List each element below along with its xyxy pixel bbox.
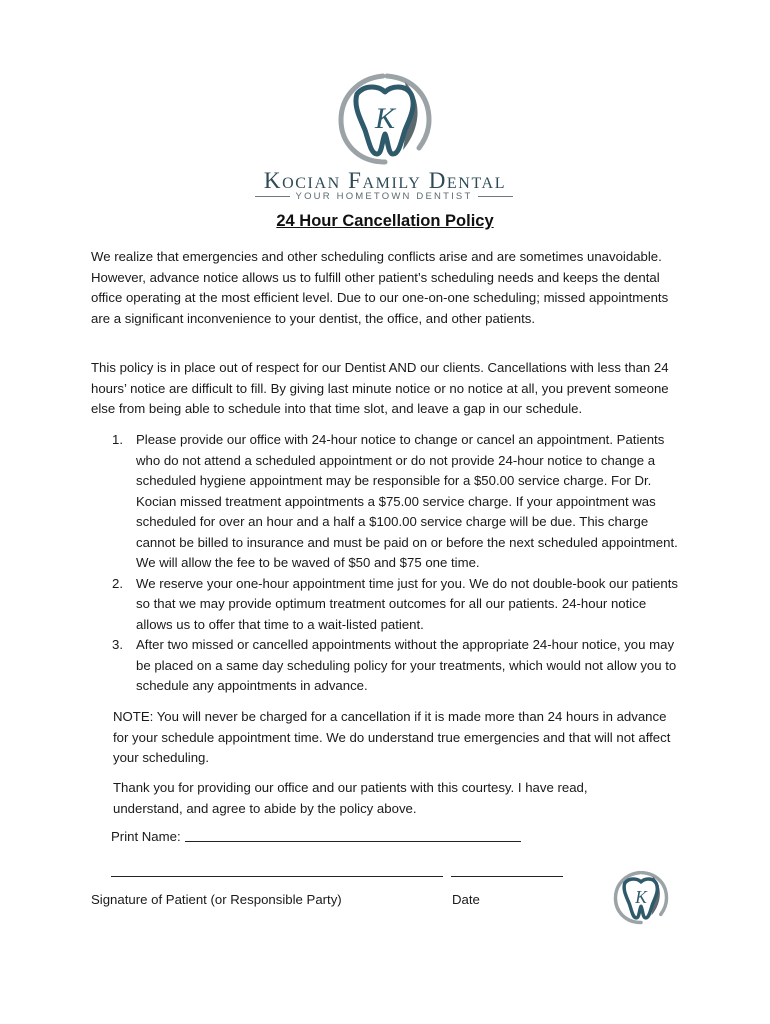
policy-item-number: 2. bbox=[112, 575, 123, 591]
policy-item-number: 3. bbox=[112, 637, 123, 652]
practice-logo bbox=[0, 70, 770, 166]
practice-name: Kocian Family Dental bbox=[263, 168, 507, 193]
date-field[interactable] bbox=[451, 876, 563, 877]
tagline-rule-right bbox=[478, 196, 513, 197]
date-label: Date bbox=[452, 892, 480, 907]
document-title: 24 Hour Cancellation Policy bbox=[276, 212, 494, 230]
intro-paragraph: We realize that emergencies and other scheduling conflicts arise and are sometimes unavoidable. However, advance notice allows us to fulfill other patient’s scheduling needs and keeps the dental office operating at the most efficient level. Due to our one-on-one scheduling; missed appointments are a significant inconvenience to your dentist, the office, and other patients. bbox=[91, 249, 669, 326]
policy-list bbox=[112, 430, 678, 697]
policy-item bbox=[112, 635, 678, 697]
policy-item-text: After two missed or cancelled appointments without the appropriate 24-hour notice, you may be placed on a same day scheduling policy for your treatments, which would not allow you to schedule any appointments in advance. bbox=[136, 637, 677, 693]
small-logo-letter: K bbox=[635, 886, 647, 907]
thanks-paragraph: Thank you for providing our office and our patients with this courtesy. I have read, understand, and agree to abide by the policy above. bbox=[113, 780, 588, 816]
tagline bbox=[255, 191, 513, 202]
small-tooth-logo-icon bbox=[612, 869, 670, 925]
policy-item bbox=[112, 574, 678, 636]
policy-item-text: We reserve your one-hour appointment time just for you. We do not double-book our patients so that we may provide optimum treatment outcomes for all our patients. 24-hour notice allows us to offer that time to a wait-listed patient. bbox=[136, 575, 678, 632]
print-name-label: Print Name: bbox=[111, 829, 181, 844]
policy-item-number: 1. bbox=[112, 432, 123, 447]
policy-item-text: Please provide our office with 24-hour notice to change or cancel an appointment. Patients who do not attend a scheduled appointment or do not provide 24-hour notice to change a scheduled hygiene appointment may be responsible for a $50.00 service charge. For Dr. Kocian missed treatment appointments a $75.00 service charge. If your appointment was scheduled for over an hour and a half a $100.00 service charge will be due. This charge cannot be billed to insurance and must be paid on or before the next scheduled appointment. We will allow the fee to be waved of $50 and $75 one time. bbox=[136, 432, 678, 570]
tagline-rule-left bbox=[255, 196, 290, 197]
note-paragraph: NOTE: You will never be charged for a cancellation if it is made more than 24 hours in advance for your schedule appointment time. We do understand true emergencies and that will not affect your scheduling. bbox=[113, 709, 671, 765]
logo-letter: K bbox=[374, 102, 396, 135]
tagline-text: YOUR HOMETOWN DENTIST bbox=[295, 191, 473, 202]
print-name-field[interactable] bbox=[185, 841, 521, 842]
signature-label: Signature of Patient (or Responsible Party) bbox=[91, 892, 342, 907]
signature-field[interactable] bbox=[111, 876, 443, 877]
respect-paragraph: This policy is in place out of respect for our Dentist AND our clients. Cancellations with less than 24 hours’ notice are difficult to fill. By giving last minute notice or no notice at all, you prevent someone else from being able to schedule into that time slot, and leave a gap in our schedule. bbox=[91, 360, 669, 416]
policy-item bbox=[112, 430, 678, 574]
tooth-logo-icon bbox=[335, 70, 435, 166]
print-name-row bbox=[111, 829, 521, 844]
